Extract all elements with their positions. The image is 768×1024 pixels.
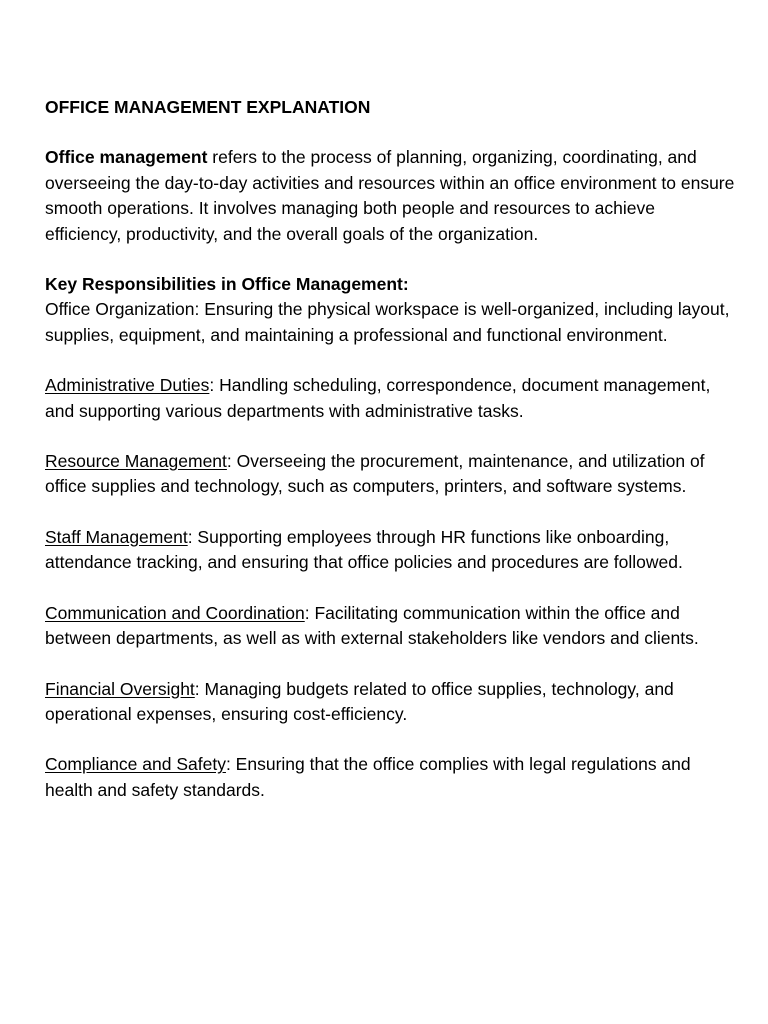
responsibility-resource-management	[45, 449, 735, 500]
responsibility-text: : Supporting employees through HR functions like onboarding, attendance tracking, and ensuring that office policies and procedures are followed.	[45, 526, 683, 573]
responsibility-text: : Facilitating communication within the office and between departments, as well as with external stakeholders like vendors and clients.	[45, 602, 699, 649]
responsibility-financial-oversight	[45, 677, 735, 728]
office-organization-paragraph: Office Organization: Ensuring the physical workspace is well-organized, including layout, supplies, equipment, and maintaining a professional and functional environment.	[45, 299, 730, 345]
intro-text: refers to the process of planning, organizing, coordinating, and overseeing the day-to-day activities and resources within an office environment to ensure smooth operations. It involves managing both people and resources to achieve efficiency, productivity, and the overall goals of the organization.	[45, 147, 735, 244]
key-responsibilities-heading: Key Responsibilities in Office Management:	[45, 274, 409, 295]
responsibility-compliance-safety	[45, 752, 735, 803]
responsibility-communication-coordination	[45, 601, 735, 652]
responsibility-text: : Managing budgets related to office supplies, technology, and operational expenses, ensuring cost-efficiency.	[45, 678, 674, 724]
responsibility-name: Compliance and Safety	[45, 754, 226, 775]
responsibility-staff-management	[45, 525, 735, 576]
responsibility-text: : Ensuring that the office complies with legal regulations and health and safety standards.	[45, 754, 691, 800]
responsibility-name: Financial Oversight	[45, 678, 195, 699]
responsibility-name: Communication and Coordination	[45, 602, 305, 623]
responsibility-name: Staff Management	[45, 526, 188, 547]
responsibility-name: Administrative Duties	[45, 375, 210, 396]
intro-paragraph	[45, 145, 735, 247]
responsibility-administrative-duties	[45, 373, 735, 424]
responsibility-text: : Overseeing the procurement, maintenance, and utilization of office supplies and technology, such as computers, printers, and software systems.	[45, 451, 705, 497]
responsibility-name: Resource Management	[45, 451, 227, 472]
intro-term: Office management	[45, 147, 208, 168]
document-page	[45, 95, 735, 803]
document-title: OFFICE MANAGEMENT EXPLANATION	[45, 97, 371, 117]
responsibility-text: : Handling scheduling, correspondence, document management, and supporting various departments with administrative tasks.	[45, 375, 711, 421]
